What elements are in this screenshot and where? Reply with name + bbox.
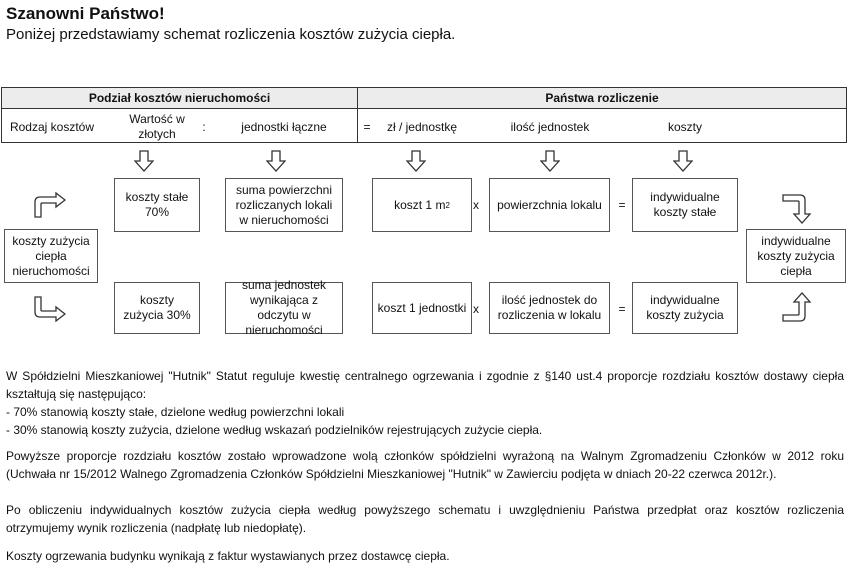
col-unit-count: ilość jednostek <box>510 120 590 134</box>
bent-arrow-down-right-icon <box>34 296 66 322</box>
paragraph-statute <box>6 367 844 439</box>
box-flat-area: powierzchnia lokalu <box>489 178 610 232</box>
page-subtitle: Poniżej przedstawiamy schemat rozliczenia kosztów zużycia ciepła. <box>6 26 456 43</box>
bullet-consumption: - 30% stanowią koszty zużycia, dzielone według wskazań podzielników rejestrujących zużycie ciepła. <box>6 423 543 437</box>
box-fixed-costs: koszty stałe 70% <box>114 178 200 232</box>
bent-arrow-right-up-icon <box>782 292 812 322</box>
down-arrow-icon <box>406 150 426 172</box>
equals-sign: = <box>618 198 626 212</box>
box-total-area: suma powierzchni rozliczanych lokali w nieruchomości <box>225 178 343 232</box>
down-arrow-icon <box>134 150 154 172</box>
box-individual-heat-costs: indywidualne koszty zużycia ciepła <box>746 229 846 283</box>
multiply-sign: x <box>473 302 479 316</box>
box-building-heat-costs: koszty zużycia ciepła nieruchomości <box>4 229 98 283</box>
down-arrow-icon <box>266 150 286 172</box>
header-cost-distribution: Podział kosztów nieruchomości <box>1 87 358 109</box>
col-colon: : <box>202 120 206 134</box>
paragraph-statute-text: W Spółdzielni Mieszkaniowej "Hutnik" Statut reguluje kwestię centralnego ogrzewania i zgodnie z §140 ust.4 proporcje rozdziału kosztów dostawy ciepła kształtują się następująco: <box>6 369 844 401</box>
col-cost-type: Rodzaj kosztów <box>9 120 95 134</box>
col-pln-per-unit: zł / jednostkę <box>386 120 458 134</box>
box-cost-per-m2: koszt 1 m 2 <box>372 178 472 232</box>
col-total-units: jednostki łączne <box>241 120 327 134</box>
paragraph-resolution: Powyższe proporcje rozdziału kosztów zostało wprowadzone wolą członków spółdzielni wyrażoną na Walnym Zgromadzeniu Członków w 2012 roku (Uchwała nr 15/2012 Walnego Zgromadzenia Członków Spółdzielni Mieszkaniowej "Hutnik" w Zawierciu podjęta w dniach 20-22 czerwca 2012r.). <box>6 449 844 481</box>
box-individual-fixed-costs: indywidualne koszty stałe <box>632 178 738 232</box>
box-individual-consumption-costs: indywidualne koszty zużycia <box>632 282 738 334</box>
box-flat-units: ilość jednostek do rozliczenia w lokalu <box>489 282 610 334</box>
bullet-fixed: - 70% stanowią koszty stałe, dzielone według powierzchni lokali <box>6 405 345 419</box>
col-value-pln: Wartość w złotych <box>129 112 185 141</box>
page-title: Szanowni Państwo! <box>6 4 165 23</box>
paragraph-calculation: Po obliczeniu indywidualnych kosztów zużycia ciepła według powyższego schematu i uwzględnieniu Państwa przedpłat oraz kosztów rozliczenia otrzymujemy wynik rozliczenia (nadpłatę lub niedopłatę). <box>6 503 844 535</box>
header-your-settlement: Państwa rozliczenie <box>357 87 847 109</box>
box-cost-per-unit: koszt 1 jednostki <box>372 282 472 334</box>
box-consumption-costs: koszty zużycia 30% <box>114 282 200 334</box>
col-costs: koszty <box>667 120 702 134</box>
equals-sign: = <box>618 302 626 316</box>
box-total-units: suma jednostek wynikająca z odczytu w nieruchomości <box>225 282 343 334</box>
paragraph-invoices: Koszty ogrzewania budynku wynikają z faktur wystawianych przez dostawcę ciepła. <box>6 549 450 563</box>
multiply-sign: x <box>473 198 479 212</box>
down-arrow-icon <box>673 150 693 172</box>
bent-arrow-up-right-icon <box>34 192 66 218</box>
col-eq: = <box>363 120 371 134</box>
down-arrow-icon <box>540 150 560 172</box>
bent-arrow-right-down-icon <box>782 194 812 224</box>
